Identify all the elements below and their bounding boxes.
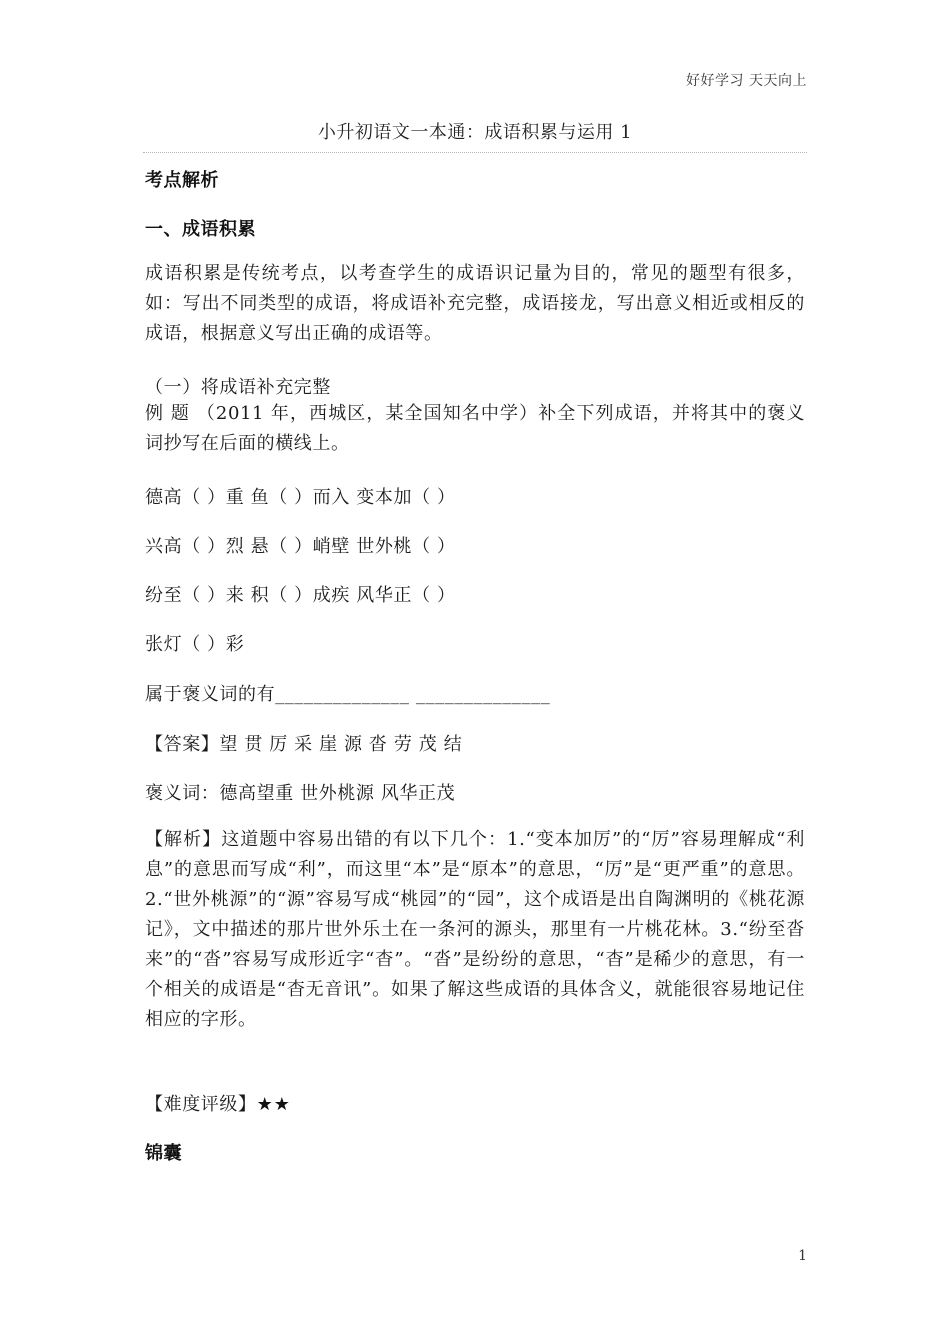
example-question: 例 题 （2011 年，西城区，某全国知名中学）补全下列成语，并将其中的褒义词抄写在后面的横线上。 — [145, 403, 805, 454]
difficulty-rating — [145, 1090, 291, 1116]
document-title: 小升初语文一本通：成语积累与运用 1 — [317, 122, 633, 143]
section-heading: 考点解析 — [145, 170, 219, 191]
exercise-line-1: 德高（ ）重 鱼（ ）而入 变本加（ ） — [145, 487, 456, 508]
intro-paragraph: 成语积累是传统考点，以考查学生的成语识记量为目的，常见的题型有很多，如：写出不同类型的成语，将成语补充完整，成语接龙，写出意义相近或相反的成语，根据意义写出正确的成语等。 — [145, 263, 805, 344]
tips-heading: 锦囊 — [145, 1143, 182, 1164]
analysis-paragraph: 【解析】这道题中容易出错的有以下几个：1.“变本加厉”的“厉”容易理解成“利息”的意思而写成“利”，而这里“本”是“原本”的意思，“厉”是“更严重”的意思。2.“世外桃源”的“源”容易写成“桃园”的“园”，这个成语是出自陶渊明的《桃花源记》，文中描述的那片世外乐土在一条河的源头，那里有一片桃花林。3.“纷至沓来”的“沓”容易写成形近字“杳”。“沓”是纷纷的意思，“杳”是稀少的意思，有一个相关的成语是“杳无音讯”。如果了解这些成语的具体含义，就能很容易地记住相应的字形。 — [145, 829, 805, 1030]
page-number: 1 — [798, 1248, 807, 1264]
exercise-line-2: 兴高（ ）烈 悬（ ）峭壁 世外桃（ ） — [145, 536, 456, 557]
part-heading: （一）将成语补充完整 — [145, 377, 331, 398]
answer-line: 【答案】望 贯 厉 采 崖 源 沓 劳 茂 结 — [145, 734, 463, 755]
subsection-heading: 一、成语积累 — [145, 219, 256, 240]
answer-blank-line: 属于褒义词的有______________ ______________ — [145, 684, 551, 705]
commendatory-words-line: 褒义词：德高望重 世外桃源 风华正茂 — [145, 783, 456, 804]
page-header-slogan: 好好学习 天天向上 — [686, 73, 807, 89]
exercise-line-4: 张灯（ ）彩 — [145, 634, 245, 655]
title-divider — [143, 152, 807, 153]
difficulty-stars: ★★ — [256, 1094, 291, 1115]
difficulty-label: 【难度评级】 — [145, 1094, 257, 1115]
exercise-line-3: 纷至（ ）来 积（ ）成疾 风华正（ ） — [145, 585, 456, 606]
